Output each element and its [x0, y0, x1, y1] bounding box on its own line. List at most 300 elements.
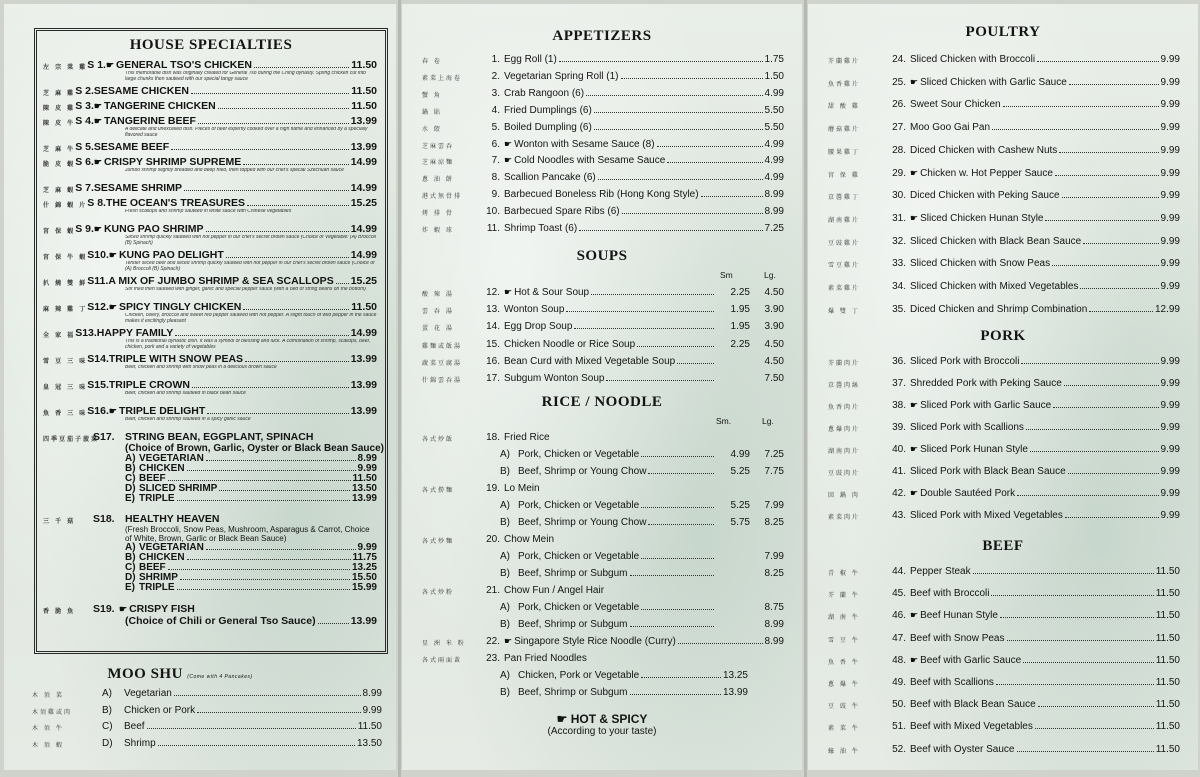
item-number: 43.	[892, 510, 906, 521]
house-item	[43, 223, 377, 246]
menu-item	[422, 356, 784, 367]
item-name: TRIPLE CROWN	[108, 379, 190, 391]
item-chinese-name: 木 須 蝦	[32, 741, 64, 749]
item-chinese-name: 蘑菇雞片	[828, 126, 861, 134]
dot-leader	[973, 573, 1154, 574]
poultry-title: POULTRY	[965, 24, 1041, 40]
item-chinese-name: 豆豉肉片	[828, 470, 861, 477]
item-name: Cold Noodles with Sesame Sauce	[514, 155, 666, 167]
dot-leader	[594, 129, 763, 130]
item-number: S13.	[75, 327, 97, 339]
item-name: Sliced Pork with Black Bean Sauce	[910, 466, 1066, 477]
dot-leader	[641, 677, 721, 678]
item-price: 8.99	[764, 636, 784, 647]
item-name: Crab Rangoon (6)	[504, 87, 585, 99]
item-price: 11.50	[1155, 632, 1180, 644]
item-description: Beef, chicken and shrimp with snow peas in a delicious brown sauce	[125, 365, 277, 370]
item-number: S18.	[93, 513, 115, 525]
option-row	[500, 500, 784, 511]
dot-leader	[218, 108, 350, 109]
menu-item	[422, 71, 784, 82]
item-description: Stir fried then sauteed with ginger, garlic and special pepper sauce (with a bed of string beans on the bottom)	[125, 287, 366, 292]
option-row	[500, 568, 784, 579]
item-chinese-name: 脆 皮 蝦	[43, 161, 76, 168]
item-price-small: 2.25	[730, 287, 750, 298]
menu-item	[828, 213, 1180, 224]
dot-leader	[586, 95, 762, 96]
item-chinese-name: 雪豆雞片	[828, 262, 861, 270]
item-number: S16.	[87, 405, 109, 417]
item-name: Beef with Snow Peas	[910, 632, 1005, 644]
option-name: TRIPLE	[139, 582, 175, 593]
item-chinese-name: 宮 保 蝦	[43, 228, 76, 235]
dot-leader	[992, 129, 1158, 130]
item-chinese-name: 蔥爆肉片	[828, 426, 861, 433]
spicy-icon: ☛	[910, 654, 919, 665]
option-price: 11.50	[352, 473, 377, 484]
menu-item	[828, 281, 1180, 292]
option-price-small: 4.99	[730, 449, 750, 460]
option-price-large: 7.25	[764, 449, 784, 460]
item-name: Barbecued Boneless Rib (Hong Kong Style)	[504, 189, 699, 201]
item-number: 16.	[486, 355, 500, 367]
dot-leader	[206, 460, 356, 461]
dot-leader	[245, 361, 349, 362]
item-chinese-name: 宮 保 雞	[828, 171, 860, 179]
option-price-large: 8.99	[764, 619, 784, 630]
item-name: A MIX OF JUMBO SHRIMP & SEA SCALLOPS	[108, 275, 334, 287]
dot-leader	[641, 507, 714, 508]
option-letter: E)	[125, 493, 135, 504]
option-letter: B)	[500, 687, 510, 698]
item-name: SESAME CHICKEN	[93, 85, 189, 97]
item-number: 34.	[892, 281, 906, 292]
item-number: 48.	[892, 654, 906, 666]
item-name: Egg Drop Soup	[504, 321, 573, 333]
item-number: S19.	[93, 603, 115, 615]
option-letter: B)	[500, 568, 510, 579]
option-price: 8.99	[357, 453, 377, 464]
item-name: Sliced Chicken with Black Bean Sauce	[910, 235, 1082, 247]
option-letter: A)	[125, 542, 136, 553]
option-price: 15.99	[351, 582, 377, 593]
menu-item	[828, 236, 1180, 247]
dot-leader	[1053, 407, 1158, 408]
option-name: SLICED SHRIMP	[139, 483, 218, 494]
house-item-row	[43, 275, 377, 287]
menu-item	[422, 321, 784, 332]
item-chinese-name: 烤 排 骨	[422, 210, 454, 218]
menu-item	[828, 744, 1180, 755]
item-description: Sliced shrimp quickly sauteed with hot pepper in our chef's secret brown sauce (Choice of Vegetable: (A) Broccoli (B) Spinach)	[125, 235, 376, 246]
house-item-row	[43, 100, 377, 112]
item-chinese-name: 豆 豉 牛	[828, 703, 860, 711]
item-chinese-name: 雞麵或飯湯	[422, 342, 463, 350]
option-name: BEEF	[139, 562, 166, 573]
item-number: 40.	[892, 444, 906, 455]
dot-leader	[630, 626, 715, 627]
item-number: 7.	[491, 155, 500, 167]
item-chinese-name: 雲 吞 湯	[422, 308, 454, 316]
option-name: Beef, Shrimp or Young Chow	[518, 517, 647, 528]
dot-leader	[630, 575, 715, 576]
item-price: 9.99	[1160, 488, 1180, 499]
item-description: Beef, chicken and shrimp sauteed in a spicy garlic sauce	[125, 417, 251, 422]
dot-leader	[247, 205, 349, 206]
house-item	[43, 327, 377, 350]
dot-leader	[579, 230, 762, 231]
item-name: Beef with Scallions	[910, 677, 994, 688]
dot-leader	[1017, 495, 1158, 496]
item-price: 13.50	[356, 737, 382, 749]
dot-leader	[254, 67, 349, 68]
house-item-row	[43, 115, 377, 127]
item-chinese-name: 芝麻雲吞	[422, 142, 455, 150]
dot-leader	[1055, 175, 1159, 176]
menu-item	[422, 653, 784, 664]
menu-item	[828, 190, 1180, 201]
item-chinese-name: 各式炒粉	[422, 589, 455, 596]
item-chinese-name: 春 卷	[422, 58, 442, 65]
left-panel	[4, 4, 396, 770]
item-price: 11.50	[351, 100, 377, 112]
house-item-row	[43, 405, 377, 417]
option-price: 13.99	[351, 493, 377, 504]
item-name: Beef with Broccoli	[910, 588, 990, 600]
menu-item	[828, 610, 1180, 621]
item-price: 13.99	[350, 353, 377, 365]
dot-leader	[158, 745, 355, 746]
item-name: Sliced Chicken with Broccoli	[910, 54, 1036, 65]
house-item-row	[43, 141, 377, 153]
spicy-icon: ☛	[119, 604, 128, 614]
item-name: HAPPY FAMILY	[96, 327, 174, 339]
dot-leader	[598, 179, 763, 180]
menu-item	[828, 258, 1180, 269]
item-chinese-name: 酸 辣 湯	[422, 291, 454, 298]
item-number: 38.	[892, 400, 906, 411]
item-number: S 5.	[75, 141, 94, 153]
menu-item	[422, 287, 784, 298]
item-name: Beef Hunan Style	[920, 610, 998, 622]
house-item	[43, 379, 377, 402]
item-number: 42.	[892, 488, 906, 499]
item-chinese-name: 蟹 角	[422, 91, 442, 99]
item-number: 44.	[892, 566, 906, 577]
dot-leader	[1089, 311, 1153, 312]
item-price: 9.99	[1160, 356, 1180, 367]
house-item	[43, 156, 377, 179]
item-number: 26.	[892, 99, 906, 111]
menu-item	[828, 655, 1180, 666]
option-letter: B)	[125, 552, 136, 563]
option-price: 15.50	[351, 572, 377, 583]
option-price-large: 7.99	[764, 551, 784, 562]
dot-leader	[318, 623, 349, 624]
dot-leader	[1052, 265, 1158, 266]
item-name: Diced Chicken with Peking Sauce	[910, 190, 1060, 202]
dot-leader	[637, 346, 714, 347]
item-price: 4.99	[764, 87, 784, 99]
dot-leader	[621, 78, 763, 79]
item-chinese-name: 蔥 爆 牛	[828, 681, 860, 688]
moo-shu-item	[32, 721, 382, 732]
spicy-icon: ☛	[910, 444, 919, 454]
item-chinese-name: 全 家 福	[43, 332, 76, 339]
item-number: 47.	[892, 632, 906, 644]
dot-leader	[1045, 220, 1158, 221]
spicy-icon: ☛	[93, 224, 102, 234]
dot-leader	[641, 456, 714, 457]
item-price: 9.99	[1160, 212, 1180, 224]
option-price-large: 8.25	[764, 568, 784, 579]
dot-leader	[168, 569, 350, 570]
item-number: S 4.	[75, 115, 94, 127]
item-name: TANGERINE BEEF	[103, 115, 196, 127]
item-chinese-name: 蛋 花 湯	[422, 325, 454, 333]
dot-leader	[641, 558, 714, 559]
moo-shu-item	[32, 705, 382, 716]
item-name: Chicken or Pork	[124, 704, 196, 716]
item-price: 14.99	[350, 182, 377, 194]
menu-item	[422, 155, 784, 166]
item-price: 11.50	[351, 301, 377, 313]
dot-leader	[678, 643, 763, 644]
item-number: 5.	[491, 121, 500, 133]
dot-leader	[187, 559, 351, 560]
item-price: 8.99	[764, 189, 784, 201]
menu-item	[422, 105, 784, 116]
item-description: This memorable dish was originally created for General Tso during the Ching dynasty. Spring chicken cut into large chunks then sauteed with our special tangy sauce	[125, 71, 366, 82]
spicy-icon: ☛	[910, 167, 919, 178]
item-price: 9.99	[1160, 167, 1180, 179]
item-number: S 1.	[87, 59, 106, 71]
house-item	[43, 249, 377, 272]
dot-leader	[606, 380, 714, 381]
item-price: 4.99	[764, 155, 784, 167]
item-chinese-name: 甜 酸 雞	[828, 103, 860, 111]
dot-leader	[206, 231, 349, 232]
menu-item	[828, 588, 1180, 599]
menu-item	[422, 139, 784, 150]
item-price: 4.99	[764, 172, 784, 184]
dot-leader	[1038, 706, 1154, 707]
item-chinese-name: 魚香雞片	[828, 80, 861, 88]
dot-leader	[187, 470, 356, 471]
item-name: Beef with Mixed Vegetables	[910, 721, 1033, 733]
house-specialties-box	[34, 28, 388, 654]
option-name: Pork, Chicken or Vegetable	[518, 449, 640, 460]
item-price: 11.50	[1155, 743, 1180, 755]
house-item	[43, 353, 377, 376]
dot-leader	[1062, 197, 1159, 198]
spicy-icon: ☛	[108, 302, 117, 312]
item-price: 15.25	[350, 275, 377, 287]
option-price-large: 7.99	[764, 500, 784, 511]
dot-leader	[180, 579, 350, 580]
item-price: 14.99	[350, 327, 377, 339]
item-chinese-name: 湖 南 牛	[828, 614, 860, 622]
item-price: 9.99	[1160, 99, 1180, 111]
item-number: 37.	[892, 378, 906, 389]
house-specialties-title: HOUSE SPECIALTIES	[129, 37, 293, 53]
item-name: STRING BEAN, EGGPLANT, SPINACH	[125, 431, 314, 443]
item-name: Shredded Pork with Peking Sauce	[910, 378, 1062, 389]
item-description: Fresh scallops and shrimp sauteed in white sauce with Chinese vegetables	[125, 209, 292, 214]
dot-leader	[192, 387, 349, 388]
middle-panel	[402, 4, 802, 770]
item-name: KUNG PAO DELIGHT	[118, 249, 224, 261]
item-chinese-name: 芝麻涼麵	[422, 159, 455, 167]
item-number: S 8.	[87, 197, 106, 209]
dot-leader	[648, 524, 714, 525]
item-number: 17.	[486, 373, 500, 384]
menu-item	[422, 122, 784, 133]
house-item	[43, 431, 384, 504]
item-name: Beef with Oyster Sauce	[910, 743, 1015, 755]
item-name: SESAME BEEF	[93, 141, 170, 153]
item-name: Double Sautéed Pork	[920, 488, 1016, 499]
right-panel	[808, 4, 1198, 770]
item-number: 14.	[486, 321, 500, 333]
item-number: 20.	[486, 534, 500, 545]
item-price: 9.99	[1160, 190, 1180, 202]
item-chinese-name: 炸 蝦 球	[422, 227, 454, 234]
menu-item	[422, 223, 784, 234]
item-chinese-name: 四季豆茄子菠菜	[43, 436, 100, 443]
spicy-icon: ☛	[910, 610, 919, 621]
spicy-icon: ☛	[910, 212, 919, 223]
item-name: Sliced Chicken with Mixed Vegetables	[910, 281, 1079, 292]
item-chinese-name: 腰果雞丁	[828, 148, 861, 156]
item-number: S 7.	[75, 182, 94, 194]
option-name: Pork, Chicken or Vegetable	[518, 551, 640, 562]
house-item-row	[43, 327, 377, 339]
option-price: 11.75	[352, 552, 377, 563]
item-chinese-name: 香 脆 魚	[43, 608, 76, 615]
menu-item	[828, 444, 1180, 455]
item-number: 22.	[486, 636, 500, 647]
option-name: Beef, Shrimp or Young Chow	[518, 466, 647, 477]
item-number: 39.	[892, 422, 906, 433]
item-price: 11.50	[1155, 654, 1180, 666]
item-name: CRISPY SHRIMP SUPREME	[103, 156, 242, 168]
item-price-small: 2.25	[730, 338, 750, 350]
item-number: 1.	[491, 54, 500, 65]
dot-leader	[198, 123, 349, 124]
item-price-large: 3.90	[764, 321, 784, 333]
item-number: S 9.	[75, 223, 94, 235]
item-name: Chow Mein	[504, 534, 555, 545]
option-row	[500, 670, 748, 681]
appetizers-title: APPETIZERS	[552, 28, 652, 44]
dot-leader	[1065, 517, 1159, 518]
item-description: Beef, chicken and shrimp sauteed in black bean sauce	[125, 391, 246, 396]
item-number: 46.	[892, 610, 906, 622]
item-name: Pan Fried Noodles	[504, 653, 587, 664]
moo-shu-item	[32, 688, 382, 699]
house-item	[43, 405, 377, 428]
item-number: 50.	[892, 699, 906, 711]
option-letter: C)	[102, 721, 113, 732]
item-chinese-name: 星 洲 米 粉	[422, 640, 466, 647]
option-row	[500, 517, 784, 528]
item-chinese-name: 湖南雞片	[828, 216, 861, 224]
menu-item	[828, 378, 1180, 389]
dot-leader	[207, 413, 348, 414]
item-name: KUNG PAO SHRIMP	[103, 223, 204, 235]
house-item-row	[43, 603, 377, 615]
option-letter: B)	[125, 463, 136, 474]
item-number: 49.	[892, 677, 906, 688]
item-chinese-name: 麻 辣 雞 丁	[43, 306, 88, 313]
item-name: Vegetarian	[124, 688, 172, 699]
item-name: Diced Chicken with Cashew Nuts	[910, 144, 1058, 156]
item-name: Sliced Chicken with Snow Peas	[910, 258, 1051, 270]
item-name: Bean Curd with Mixed Vegetable Soup	[504, 355, 676, 367]
menu-item	[422, 483, 784, 494]
spicy-icon: ☛	[504, 636, 513, 646]
item-price: 9.99	[1160, 76, 1180, 88]
soups-lg-header: Lg.	[764, 270, 776, 280]
item-price: 11.50	[1155, 610, 1180, 622]
item-number: S14.	[87, 353, 109, 365]
item-chinese-name: 港式無骨排	[422, 193, 463, 201]
item-number: 32.	[892, 235, 906, 247]
item-price: 9.99	[1160, 235, 1180, 247]
item-chinese-name: 什錦雲吞湯	[422, 377, 463, 384]
item-number: 13.	[486, 304, 500, 316]
dot-leader	[559, 61, 763, 62]
item-name: SESAME SHRIMP	[93, 182, 182, 194]
dot-leader	[1035, 728, 1154, 729]
pork-title: PORK	[980, 328, 1026, 344]
item-number: 9.	[491, 189, 500, 201]
dot-leader	[243, 164, 348, 165]
item-number: 15.	[486, 338, 500, 350]
item-price-small: 1.95	[730, 304, 750, 316]
item-chinese-name: 素菜上海卷	[422, 74, 463, 82]
item-note: (Choice of Chili or General Tso Sauce)	[125, 615, 316, 627]
option-price: 13.99	[722, 687, 748, 698]
soups-title: SOUPS	[576, 248, 628, 264]
hot-spicy-legend	[402, 712, 802, 737]
item-chinese-name: 雪 豆 牛	[828, 636, 860, 644]
item-chinese-name: 蠔 油 牛	[828, 747, 860, 755]
option-price-large: 8.75	[764, 602, 784, 613]
item-number: 33.	[892, 258, 906, 270]
item-description: This is a traditional dynastic dish. It was a symbol of blessing and luck. A combination of shrimp, scallops, beef, chicken, pork and a variety of vegetables	[125, 339, 371, 350]
dot-leader	[168, 480, 351, 481]
item-note: (Fresh Broccoli, Snow Peas, Mushroom, Asparagus & Carrot, Choice of White, Brown, Garlic or Black Bean Sauce)	[125, 525, 370, 543]
option-letter: D)	[102, 737, 113, 749]
menu-item	[828, 122, 1180, 133]
item-name: Beef with Garlic Sauce	[920, 654, 1022, 666]
dot-leader	[197, 712, 360, 713]
item-number: 18.	[486, 432, 500, 443]
item-price: 9.99	[1160, 510, 1180, 521]
dot-leader	[171, 149, 349, 150]
item-number: 2.	[491, 70, 500, 82]
dot-leader	[184, 190, 349, 191]
item-number: 36.	[892, 356, 906, 367]
item-price: 9.99	[1160, 122, 1180, 134]
item-chinese-name: 水 餃	[422, 125, 442, 133]
item-name: Egg Roll (1)	[504, 54, 557, 65]
beef-title: BEEF	[982, 538, 1024, 554]
item-number: S 2.	[75, 85, 94, 97]
item-number: 11.	[486, 223, 500, 234]
